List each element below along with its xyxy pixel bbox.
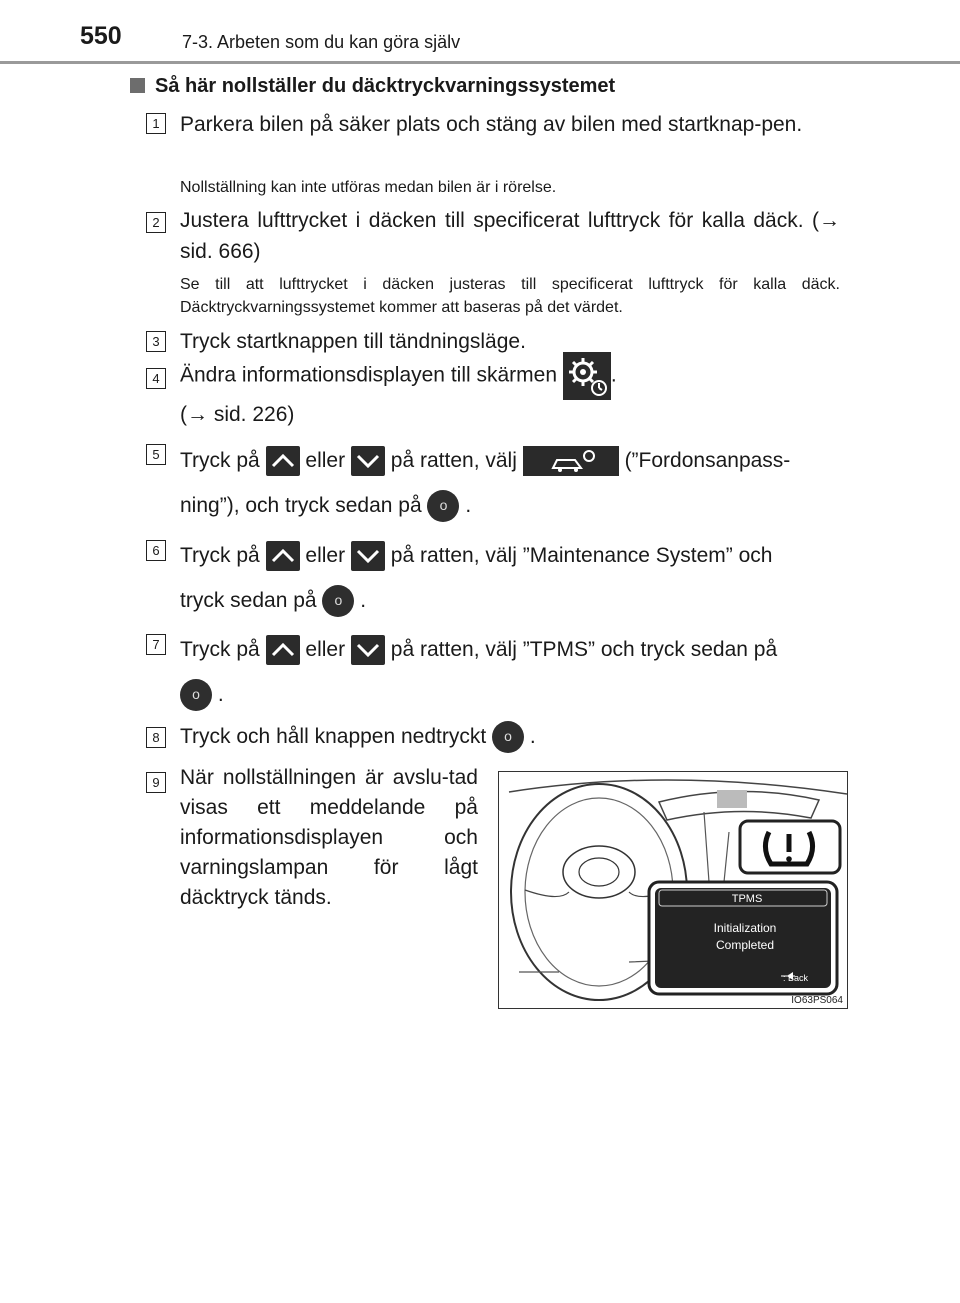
step-number: 5 <box>146 444 166 465</box>
step-text-part: Tryck på <box>180 544 260 567</box>
step-text-part: på ratten, välj ”TPMS” och tryck sedan på <box>390 638 778 661</box>
step-number: 9 <box>146 772 166 793</box>
step-text-part: tryck sedan på <box>180 589 317 612</box>
step-text-part: (→ sid. 226) <box>180 403 295 426</box>
step-text-part: . <box>217 683 224 706</box>
ok-button-icon: o <box>180 679 212 711</box>
ok-button-icon: o <box>427 490 459 522</box>
header-rule <box>0 61 960 64</box>
section-title: Så här nollställer du däcktryckvarningssystemet <box>155 75 616 97</box>
step-text-part: . <box>610 363 617 387</box>
step-number: 7 <box>146 634 166 655</box>
section-bullet-icon <box>130 78 145 93</box>
step-text: När nollställningen är avslu-tad visas ett meddelande på informationsdisplayen och varningslampan för lågt däcktryck tänds. <box>180 766 478 909</box>
ok-button-icon: o <box>322 585 354 617</box>
step-text-part: . <box>529 725 536 748</box>
step-text-part: på ratten, välj <box>390 449 517 472</box>
chevron-up-icon <box>266 635 300 665</box>
step-text <box>180 627 840 717</box>
step-note: Nollställning kan inte utföras medan bilen är i rörelse. <box>180 179 557 196</box>
step-number: 6 <box>146 540 166 561</box>
section-heading <box>130 75 615 98</box>
step-text-part: ning”), och tryck sedan på <box>180 494 422 517</box>
ok-button-icon: o <box>492 721 524 753</box>
step-number: 8 <box>146 727 166 748</box>
step-text <box>180 716 840 758</box>
chevron-down-icon <box>351 541 385 571</box>
step-text-part: Tryck på <box>180 449 260 472</box>
display-message: Initialization Completed <box>713 921 777 952</box>
step-text-part: eller <box>305 449 346 472</box>
step-text: Parkera bilen på säker plats och stäng av bilen med startknap-pen. <box>180 113 803 136</box>
chapter-title: 7-3. Arbeten som du kan göra själv <box>182 32 461 52</box>
vehicle-settings-icon <box>523 446 619 476</box>
step-text-part: på ratten, välj ”Maintenance System” och <box>390 544 773 567</box>
dashboard-illustration <box>498 771 848 1009</box>
step-text-part: (”Fordonsanpass- <box>624 449 791 472</box>
chevron-up-icon <box>266 446 300 476</box>
step-number: 3 <box>146 331 166 352</box>
step-text <box>180 352 840 430</box>
step-text-part: . <box>360 589 367 612</box>
chevron-down-icon <box>351 446 385 476</box>
step-text <box>180 438 840 528</box>
display-back-label: : Back <box>783 973 809 983</box>
step-text-part: Tryck och håll knappen nedtryckt <box>180 725 487 748</box>
step-text-part: eller <box>305 544 346 567</box>
step-number: 4 <box>146 368 166 389</box>
step-text-part: . <box>465 494 472 517</box>
settings-gear-icon <box>563 352 611 400</box>
illustration-code: IO63PS064 <box>791 995 843 1006</box>
step-number: 1 <box>146 113 166 134</box>
step-text-part: eller <box>305 638 346 661</box>
step-text-part: Ändra informationsdisplayen till skärmen <box>180 363 558 387</box>
step-text: Tryck startknappen till tändningsläge. <box>180 330 526 353</box>
step-note: Se till att lufttrycket i däcken justeras till specificerat lufttryck för kalla däck. Däcktryckvarningssystemet kommer att baseras på det värdet. <box>180 276 840 316</box>
chevron-down-icon <box>351 635 385 665</box>
page-number: 550 <box>80 22 122 50</box>
step-text-part: Tryck på <box>180 638 260 661</box>
chevron-up-icon <box>266 541 300 571</box>
step-text: Justera lufttrycket i däcken till specificerat lufttryck för kalla däck. (→ sid. 666) <box>180 209 840 263</box>
step-text <box>180 533 840 623</box>
display-title: TPMS <box>731 893 763 905</box>
step-number: 2 <box>146 212 166 233</box>
